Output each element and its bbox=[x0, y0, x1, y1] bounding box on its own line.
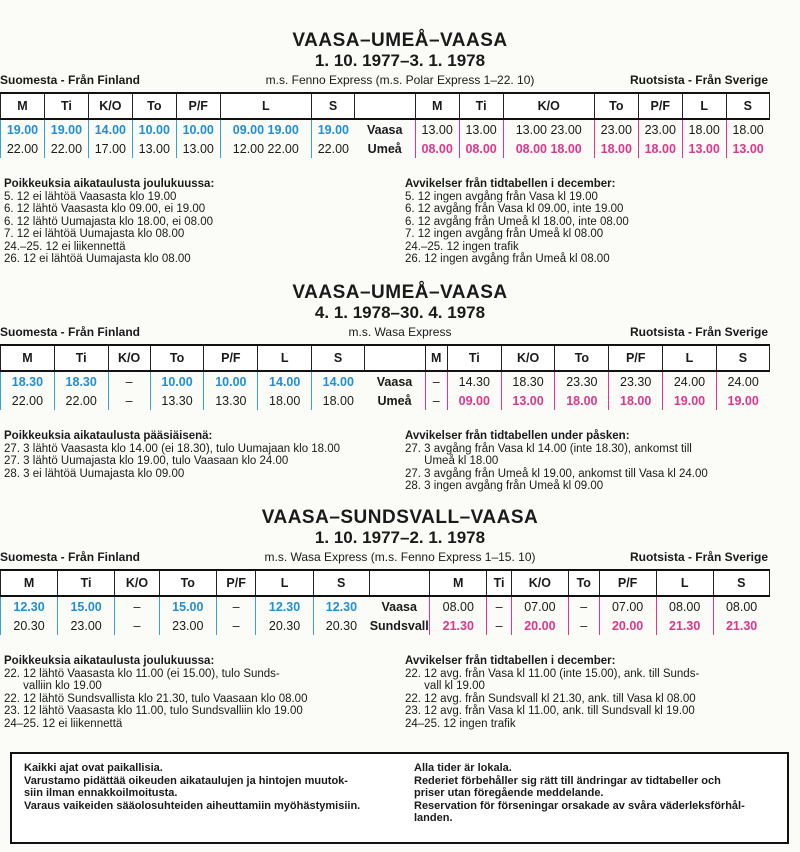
exceptions-finnish bbox=[4, 430, 399, 480]
day-header-row bbox=[1, 345, 770, 371]
departure-time-cell: 22.00 bbox=[44, 139, 88, 158]
arrival-time-cell: 23.00 bbox=[638, 119, 682, 139]
day-header: K/O bbox=[501, 345, 555, 371]
day-header: K/O bbox=[115, 570, 160, 596]
footer-notice-box bbox=[10, 752, 789, 844]
departure-time-cell: 14.00 bbox=[258, 371, 312, 391]
timetable-section-3 bbox=[0, 507, 800, 730]
arrival-time-cell: 13.00 bbox=[726, 139, 769, 158]
day-header: L bbox=[682, 93, 726, 119]
footer-fi-line: siin ilman ennakkoilmoitusta. bbox=[24, 787, 178, 799]
departure-time-cell: 10.00 bbox=[150, 371, 204, 391]
departure-time-cell: 19.00 bbox=[44, 119, 88, 139]
note-line: 22. 12 avg. från Sundsvall kl 21.30, ank. till Vasa kl 08.00 bbox=[405, 692, 696, 705]
validity-dates: 4. 1. 1978–30. 4. 1978 bbox=[314, 303, 486, 322]
arrival-time-cell: 19.00 bbox=[663, 391, 717, 410]
time-row bbox=[1, 119, 770, 139]
departure-time-cell: – bbox=[108, 391, 150, 410]
note-line: 7. 12 ei lähtöä Uumajasta klo 08.00 bbox=[4, 228, 185, 240]
departure-time-cell: 22.00 bbox=[1, 391, 55, 410]
day-header: K/O bbox=[511, 570, 568, 596]
day-header: L bbox=[656, 570, 713, 596]
departure-time-cell: 18.00 bbox=[312, 391, 365, 410]
note-line: 23. 12 lähtö Vaasasta klo 11.00, tulo Sundsvalliin klo 19.00 bbox=[4, 705, 303, 717]
day-header: M bbox=[415, 93, 459, 119]
departure-time-cell: 18.30 bbox=[1, 371, 55, 391]
from-sweden-label: Ruotsista - Från Sverige bbox=[629, 325, 768, 339]
note-line: 23. 12 avg. från Vasa kl 11.00, ank. till Sundsvall kl 19.00 bbox=[405, 705, 695, 717]
departure-time-cell: 12.30 bbox=[313, 596, 369, 616]
arrival-time-cell: 08.00 bbox=[459, 139, 503, 158]
departure-time-cell: – bbox=[115, 616, 160, 635]
departure-time-cell: 20.30 bbox=[256, 616, 313, 635]
time-row bbox=[1, 596, 770, 616]
note-line: valliin klo 19.00 bbox=[4, 680, 102, 692]
arrival-time-cell: 24.00 bbox=[663, 371, 717, 391]
day-header: To bbox=[568, 570, 599, 596]
day-header: L bbox=[663, 345, 717, 371]
exceptions-swedish bbox=[405, 655, 795, 730]
arrival-time-cell: – bbox=[425, 391, 447, 410]
arrival-time-cell: 18.00 bbox=[682, 119, 726, 139]
note-line: 6. 12 avgång från Umeå kl 18.00, inte 08.00 bbox=[405, 215, 629, 228]
departure-time-cell: 12.30 bbox=[1, 596, 58, 616]
note-line: 6. 12 avgång från Vasa kl 09.00, inte 19.00 bbox=[405, 203, 624, 215]
arrival-time-cell: 18.00 bbox=[555, 391, 609, 410]
day-header: S bbox=[311, 93, 354, 119]
arrival-time-cell: 20.00 bbox=[511, 616, 568, 635]
from-finland-label: Suomesta - Från Finland bbox=[0, 73, 141, 87]
day-header: M bbox=[1, 93, 45, 119]
arrival-time-cell: 13.00 bbox=[459, 119, 503, 139]
note-line: 22. 12 lähtö Vaasasta klo 11.00 (ei 15.00), tulo Sunds- bbox=[4, 667, 280, 680]
departure-time-cell: 09.00 19.00 bbox=[220, 119, 311, 139]
departure-time-cell: 22.00 bbox=[311, 139, 354, 158]
arrival-time-cell: 21.30 bbox=[430, 616, 487, 635]
note-line: 22. 12 avg. från Vasa kl 11.00 (inte 15.00), ank. till Sunds- bbox=[405, 667, 700, 680]
arrival-time-cell: – bbox=[568, 596, 599, 616]
day-header: P/F bbox=[204, 345, 258, 371]
arrival-time-cell: 23.30 bbox=[555, 371, 609, 391]
port-name: Vaasa bbox=[376, 374, 413, 389]
arrival-time-cell: 18.00 bbox=[726, 119, 769, 139]
port-name: Umeå bbox=[367, 141, 402, 156]
day-header: Ti bbox=[459, 93, 503, 119]
departure-time-cell: 23.00 bbox=[58, 616, 115, 635]
timetable bbox=[0, 92, 770, 158]
departure-time-cell: 20.30 bbox=[313, 616, 369, 635]
port-name: Vaasa bbox=[366, 122, 403, 137]
day-header: To bbox=[555, 345, 609, 371]
validity-dates: 1. 10. 1977–3. 1. 1978 bbox=[314, 51, 486, 70]
notes-title: Avvikelser från tidtabellen i december: bbox=[405, 655, 616, 667]
arrival-time-cell: 23.00 bbox=[594, 119, 638, 139]
day-header: To bbox=[150, 345, 204, 371]
note-line: 24–25. 12 ei liikennettä bbox=[4, 717, 123, 730]
departure-time-cell: 22.00 bbox=[1, 139, 45, 158]
departure-time-cell: 22.00 bbox=[54, 391, 108, 410]
timetable bbox=[0, 569, 770, 635]
day-header: L bbox=[258, 345, 312, 371]
day-header: To bbox=[594, 93, 638, 119]
departure-time-cell: 15.00 bbox=[58, 596, 115, 616]
note-line: 22. 12 lähtö Sundsvallista klo 21.30, tulo Vaasaan klo 08.00 bbox=[4, 692, 308, 705]
footer-sv-line: landen. bbox=[414, 812, 453, 824]
arrival-time-cell: 13.00 bbox=[501, 391, 555, 410]
arrival-time-cell: 08.00 18.00 bbox=[503, 139, 594, 158]
timetable-section-1 bbox=[0, 30, 800, 265]
day-header-row bbox=[1, 570, 770, 596]
timetable bbox=[0, 344, 770, 410]
arrival-time-cell: 13.00 bbox=[682, 139, 726, 158]
departure-time-cell: 23.00 bbox=[159, 616, 216, 635]
arrival-time-cell: 21.30 bbox=[656, 616, 713, 635]
departure-time-cell: 18.00 bbox=[258, 391, 312, 410]
departure-time-cell: 20.30 bbox=[1, 616, 58, 635]
day-header: Ti bbox=[447, 345, 501, 371]
note-line: 28. 3 ingen avgång från Umeå kl 09.00 bbox=[405, 480, 604, 492]
departure-time-cell: – bbox=[115, 596, 160, 616]
arrival-time-cell: 13.00 23.00 bbox=[503, 119, 594, 139]
time-row bbox=[1, 139, 770, 158]
note-line: 24.–25. 12 ingen trafik bbox=[405, 240, 519, 253]
departure-time-cell: 10.00 bbox=[204, 371, 258, 391]
departure-time-cell: 15.00 bbox=[159, 596, 216, 616]
arrival-time-cell: 09.00 bbox=[447, 391, 501, 410]
note-line: 28. 3 ei lähtöä Uumajasta klo 09.00 bbox=[4, 467, 185, 480]
footer-fi-line: Varustamo pidättää oikeuden aikataulujen ja hintojen muutok- bbox=[24, 774, 348, 787]
day-header: M bbox=[430, 570, 487, 596]
departure-time-cell: 13.00 bbox=[132, 139, 176, 158]
arrival-time-cell: 08.00 bbox=[713, 596, 769, 616]
footer-sv-line: Rederiet förbehåller sig rätt till ändringar av tidtabeller och bbox=[414, 774, 721, 787]
arrival-time-cell: 18.00 bbox=[609, 391, 663, 410]
departure-time-cell: 12.00 22.00 bbox=[220, 139, 311, 158]
day-header: L bbox=[256, 570, 313, 596]
arrival-time-cell: – bbox=[487, 616, 512, 635]
departure-time-cell: – bbox=[216, 616, 256, 635]
footer-sv-line: Reservation för förseningar orsakade av svåra väderleksförhål- bbox=[414, 799, 745, 812]
day-header: P/F bbox=[599, 570, 656, 596]
departure-time-cell: – bbox=[216, 596, 256, 616]
day-header: S bbox=[713, 570, 769, 596]
notes-title: Poikkeuksia aikataulusta pääsiäisenä: bbox=[4, 430, 213, 442]
arrival-time-cell: 08.00 bbox=[656, 596, 713, 616]
exceptions-finnish bbox=[4, 655, 399, 730]
from-finland-label: Suomesta - Från Finland bbox=[0, 325, 141, 339]
day-header: P/F bbox=[638, 93, 682, 119]
route-title: VAASA–UMEÅ–VAASA bbox=[292, 30, 508, 51]
notes-title: Avvikelser från tidtabellen i december: bbox=[405, 178, 616, 190]
arrival-time-cell: 19.00 bbox=[716, 391, 769, 410]
route-title: VAASA–SUNDSVALL–VAASA bbox=[261, 507, 539, 528]
day-header: S bbox=[312, 345, 365, 371]
note-line: 26. 12 ei lähtöä Uumajasta klo 08.00 bbox=[4, 253, 191, 265]
arrival-time-cell: – bbox=[425, 371, 447, 391]
departure-time-cell: 18.30 bbox=[54, 371, 108, 391]
departure-time-cell: 19.00 bbox=[311, 119, 354, 139]
arrival-time-cell: 14.30 bbox=[447, 371, 501, 391]
footer-sv-line: Alla tider är lokala. bbox=[414, 762, 512, 774]
note-line: 6. 12 lähtö Vaasasta klo 09.00, ei 19.00 bbox=[4, 203, 206, 215]
footer-sv-line: priser utan föregående meddelande. bbox=[414, 787, 604, 799]
arrival-time-cell: 24.00 bbox=[716, 371, 769, 391]
day-header: L bbox=[220, 93, 311, 119]
arrival-time-cell: 21.30 bbox=[713, 616, 769, 635]
time-row bbox=[1, 371, 770, 391]
day-header: P/F bbox=[216, 570, 256, 596]
day-header: Ti bbox=[54, 345, 108, 371]
port-name: Umeå bbox=[377, 393, 412, 408]
note-line: 27. 3 lähtö Vaasasta klo 14.00 (ei 18.30), tulo Uumajaan klo 18.00 bbox=[4, 442, 341, 455]
from-sweden-label: Ruotsista - Från Sverige bbox=[629, 550, 768, 564]
arrival-time-cell: 18.30 bbox=[501, 371, 555, 391]
arrival-time-cell: – bbox=[487, 596, 512, 616]
notes-title: Avvikelser från tidtabellen under påsken: bbox=[405, 430, 630, 442]
footer-swedish-text bbox=[414, 762, 779, 825]
note-line: 24–25. 12 ingen trafik bbox=[405, 717, 516, 730]
note-line: 27. 3 avgång från Umeå kl 19.00, ankomst till Vasa kl 24.00 bbox=[405, 467, 708, 480]
day-header: Ti bbox=[58, 570, 115, 596]
departure-time-cell: 13.30 bbox=[150, 391, 204, 410]
arrival-time-cell: 13.00 bbox=[415, 119, 459, 139]
day-header: S bbox=[726, 93, 769, 119]
departure-time-cell: 17.00 bbox=[88, 139, 132, 158]
route-title: VAASA–UMEÅ–VAASA bbox=[292, 282, 508, 303]
notes-title: Poikkeuksia aikataulusta joulukuussa: bbox=[4, 655, 215, 667]
ship-name: m.s. Wasa Express bbox=[348, 325, 452, 339]
note-line: 24.–25. 12 ei liikennettä bbox=[4, 240, 126, 253]
exceptions-swedish bbox=[405, 178, 795, 266]
footer-fi-line: Varaus vaikeiden sääolosuhteiden aiheuttamiin myöhästymisiin. bbox=[24, 799, 361, 812]
day-header: K/O bbox=[503, 93, 594, 119]
arrival-time-cell: 18.00 bbox=[638, 139, 682, 158]
day-header: S bbox=[716, 345, 769, 371]
arrival-time-cell: 07.00 bbox=[511, 596, 568, 616]
note-line: 7. 12 ingen avgång från Umeå kl 08.00 bbox=[405, 228, 604, 240]
arrival-time-cell: 18.00 bbox=[594, 139, 638, 158]
departure-time-cell: 10.00 bbox=[176, 119, 220, 139]
timetable-section-2 bbox=[0, 282, 800, 492]
departure-time-cell: – bbox=[108, 371, 150, 391]
day-header: K/O bbox=[88, 93, 132, 119]
note-line: 26. 12 ingen avgång från Umeå kl 08.00 bbox=[405, 253, 610, 265]
exceptions-finnish bbox=[4, 178, 399, 266]
day-header: To bbox=[159, 570, 216, 596]
time-row bbox=[1, 616, 770, 635]
arrival-time-cell: 07.00 bbox=[599, 596, 656, 616]
day-header: P/F bbox=[609, 345, 663, 371]
departure-time-cell: 13.30 bbox=[204, 391, 258, 410]
day-header-row bbox=[1, 93, 770, 119]
notes-title: Poikkeuksia aikataulusta joulukuussa: bbox=[4, 178, 215, 190]
footer-finnish-text bbox=[24, 762, 404, 812]
arrival-time-cell: 20.00 bbox=[599, 616, 656, 635]
departure-time-cell: 12.30 bbox=[256, 596, 313, 616]
from-finland-label: Suomesta - Från Finland bbox=[0, 550, 141, 564]
note-line: 5. 12 ei lähtöä Vaasasta klo 19.00 bbox=[4, 190, 177, 203]
note-line: Umeå kl 18.00 bbox=[405, 455, 499, 467]
note-line: 27. 3 lähtö Uumajasta klo 19.00, tulo Vaasaan klo 24.00 bbox=[4, 455, 289, 467]
from-sweden-label: Ruotsista - Från Sverige bbox=[629, 73, 768, 87]
time-row bbox=[1, 391, 770, 410]
departure-time-cell: 13.00 bbox=[176, 139, 220, 158]
day-header: To bbox=[132, 93, 176, 119]
day-header: M bbox=[1, 570, 58, 596]
note-line: 27. 3 avgång från Vasa kl 14.00 (inte 18.30), ankomst till bbox=[405, 442, 692, 455]
day-header: S bbox=[313, 570, 369, 596]
note-line: 5. 12 ingen avgång från Vasa kl 19.00 bbox=[405, 190, 598, 203]
day-header: Ti bbox=[44, 93, 88, 119]
footer-fi-line: Kaikki ajat ovat paikallisia. bbox=[24, 762, 163, 774]
day-header: Ti bbox=[487, 570, 512, 596]
exceptions-swedish bbox=[405, 430, 795, 493]
departure-time-cell: 10.00 bbox=[132, 119, 176, 139]
validity-dates: 1. 10. 1977–2. 1. 1978 bbox=[314, 528, 486, 547]
day-header: K/O bbox=[108, 345, 150, 371]
day-header: M bbox=[1, 345, 55, 371]
ship-name: m.s. Fenno Express (m.s. Polar Express 1–22. 10) bbox=[265, 73, 535, 87]
day-header: M bbox=[425, 345, 447, 371]
departure-time-cell: 14.00 bbox=[312, 371, 365, 391]
arrival-time-cell: – bbox=[568, 616, 599, 635]
day-header: P/F bbox=[176, 93, 220, 119]
port-name: Vaasa bbox=[381, 599, 417, 614]
arrival-time-cell: 23.30 bbox=[609, 371, 663, 391]
port-name: Sundsvall bbox=[369, 618, 429, 633]
arrival-time-cell: 08.00 bbox=[430, 596, 487, 616]
arrival-time-cell: 08.00 bbox=[415, 139, 459, 158]
note-line: vall kl 19.00 bbox=[405, 680, 485, 692]
departure-time-cell: 14.00 bbox=[88, 119, 132, 139]
departure-time-cell: 19.00 bbox=[1, 119, 45, 139]
note-line: 6. 12 lähtö Uumajasta klo 18.00, ei 08.00 bbox=[4, 215, 214, 228]
ship-name: m.s. Wasa Express (m.s. Fenno Express 1–15. 10) bbox=[264, 550, 536, 564]
